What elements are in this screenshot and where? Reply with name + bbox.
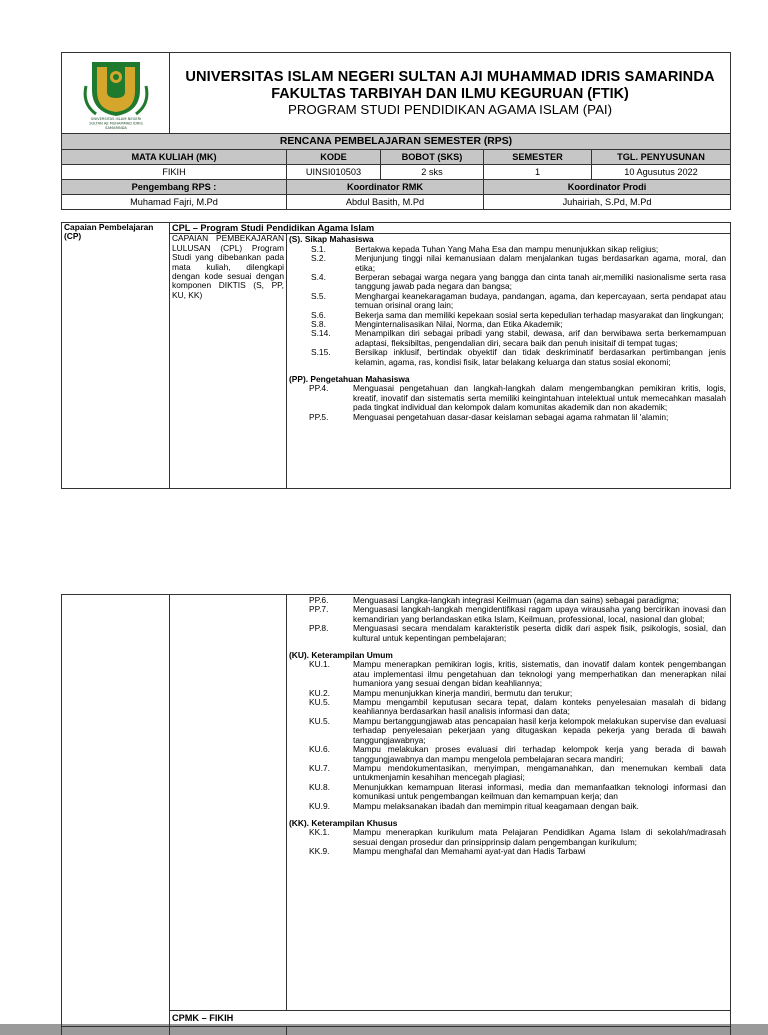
sikap-section-title: (S). Sikap Mahasiswa [289,235,374,245]
list-item: S.6. Bekerja sama dan memiliki kepekaan sosial serta kepedulian terhadap masyarakat dan lingkungan; [311,309,724,320]
list-item: KU.5. Mampu bertanggungjawab atas pencapaian hasil kerja kelompok melakukan supervise dan evaluasi terhadap penyelesaian pekerjaan yang ditugaskan kepada pekerja yang berada di bawah tanggungjawabnya; [309,715,726,745]
cpmk-mid-cell [170,1027,287,1035]
rps-header-table [61,52,731,210]
cp-table-page-1 [61,222,731,489]
rmk-coordinator-header: Koordinator RMK [287,180,484,195]
list-item: KK.9. Mampu menghafal dan Memahami ayat-yat dan Hadis Tarbawi [309,846,586,857]
course-code: UINSI010503 [287,165,381,180]
course-date: 10 Agusutus 2022 [592,165,731,180]
credits-header: BOBOT (SKS) [381,150,484,165]
list-item: S.14. Menampilkan diri sebagai pribadi yang stabil, dewasa, arif dan berwibawa serta berkemampuan adaptasi, fleksibiltas, pengendalian diri, secara baik dan penuh inisitaif di tempat tugas; [311,328,726,348]
list-item: PP.6. Menguasasi Langka-langkah integrasi Keilmuan (agama dan sains) sebagai paradigma; [309,595,679,605]
list-item: S.1. Bertakwa kepada Tuhan Yang Maha Esa dan mampu menunjukkan sikap religius; [311,243,659,254]
cp-label-continued [62,595,170,1027]
umum-section-title: (KU). Keterampilan Umum [289,650,393,661]
document-page-2 [0,512,768,1024]
list-item: S.15. Bersikap inklusif, bertindak obyektif dan tidak deskriminatif berdasarkan pertimbangan jenis kelamin, agama, ras, kondisi fisik, latar belakang keluarga dan status sosial ekonomi; [311,347,726,367]
cpl-description-continued [170,595,287,1011]
pengetahuan-section-title: (PP). Pengetahuan Mahasiswa [289,373,410,384]
university-logo [66,53,166,131]
list-item: S.2. Menjunjung tinggi nilai kemanusiaan dalam menjalankan tugas berdasarkan agama, moral, dan etika; [311,253,726,273]
cpl-list-page-1 [287,234,731,489]
svg-text:UNIVERSITAS ISLAM NEGERI: UNIVERSITAS ISLAM NEGERI [90,117,141,121]
list-item: KU.7. Mampu mendokumentasikan, menyimpan, mengamanahkan, dan menemukan kembali data untukmenjamin kesahihan mencegah plagiasi; [309,762,726,783]
cp-table-page-2 [61,594,731,1035]
list-item: KU.2. Mampu menunjukkan kinerja mandiri, bermutu dan terukur; [309,687,573,698]
cpmk-right-cell [287,1027,731,1035]
faculty-name: FAKULTAS TARBIYAH DAN ILMU KEGURUAN (FTIK) [271,85,629,102]
developer-name: Muhamad Fajri, M.Pd [62,195,287,210]
header-title-cell [170,53,731,134]
course-semester: 1 [484,165,592,180]
program-name: PROGRAM STUDI PENDIDIKAN AGAMA ISLAM (PAI) [287,102,613,118]
list-item: PP.8. Menguasasi secara mendalam karakteristik peserta didik dari aspek fisik, psikologis, sosial, dan kultural untuk kepentingan pembelajaran; [309,623,726,643]
list-item: KU.5. Mampu mengambil keputusan secara tepat, dalam konteks penyelesaian masalah di bidang keahliannya berdasarkan hasil analisis informasi dan data; [309,697,726,717]
course-header: MATA KULIAH (MK) [62,150,287,165]
prodi-coordinator-name: Juhairiah, S.Pd, M.Pd [484,195,731,210]
list-item: PP.7. Menguasasi langkah-langkah mengidentifikasi ragam upaya wirausaha yang bercirikan inovasi dan kemandirian yang berlandaskan etika Islam, Keilmuan, professional, local, nasional dan global; [309,604,726,624]
list-item: KU.8. Menunjukkan kemampuan literasi informasi, media dan memanfaatkan teknologi informasi dan komunikasi untuk pengembangan keilmuan dan kemampuan kerja; dan [309,781,726,802]
svg-text:SAMARINDA: SAMARINDA [104,126,127,130]
list-item: PP.4. Menguasai pengetahuan dan langkah-langkah dalam mengembangkan pemikiran kritis, logis, kreatif, inovatif dan sistematis serta memiliki keingintahuan intelektual untuk memecahkan masalah pada tingkat individual dan kelompok dalam komunitas akademik dan non akademik; [309,383,726,413]
developer-header: Pengembang RPS : [62,180,287,195]
cpmk-title: CPMK – FIKIH [170,1011,731,1027]
rmk-coordinator-name: Abdul Basith, M.Pd [287,195,484,210]
cpmk-left-cell [62,1027,170,1035]
list-item: PP.5. Menguasai pengetahuan dasar-dasar keislaman sebagai agama rahmatan lil 'alamin; [309,411,669,422]
date-header: TGL. PENYUSUNAN [592,150,731,165]
code-header: KODE [287,150,381,165]
semester-header: SEMESTER [484,150,592,165]
list-item: S.5. Menghargai keanekaragaman budaya, pandangan, agama, dan kepercayaan, serta pendapat atau temuan orisinal orang lain; [311,290,726,311]
course-credits: 2 sks [381,165,484,180]
cpl-title: CPL – Program Studi Pendidikan Agama Islam [170,223,731,234]
course-name: FIKIH [62,165,287,180]
khusus-section-title: (KK). Keterampilan Khusus [289,817,398,828]
list-item: KU.9. Mampu melaksanakan ibadah dan memimpin ritual keagamaan dengan baik. [309,800,639,811]
cpl-description: CAPAIAN PEMBEKAJARAN LULUSAN (CPL) Program Studi yang dibebankan pada mata kuliah, dilengkapi dengan kode sesuai dengan komponen DIKTIS (S, PP, KU, KK) [170,234,287,489]
cp-label: Capaian Pembelajaran (CP) [62,223,170,489]
document-title: RENCANA PEMBELAJARAN SEMESTER (RPS) [62,134,731,150]
university-name: UNIVERSITAS ISLAM NEGERI SULTAN AJI MUHAMMAD IDRIS SAMARINDA [185,68,715,85]
logo-cell [62,53,170,134]
list-item: S.8. Menginternalisasikan Nilai, Norma, dan Etika Akademik; [311,318,563,329]
svg-text:SULTAN AJI MUHAMMAD IDRIS: SULTAN AJI MUHAMMAD IDRIS [88,121,143,126]
cpl-list-page-2 [287,595,731,1011]
list-item: KK.1. Mampu menerapkan kurikulum mata Pelajaran Pendidikan Agama Islam di sekolah/madrasah sesuai dengan prosedur dan prinsipprinsip dalam pengembangan kurikulum; [309,827,726,847]
list-item: KU.6. Mampu melakukan proses evaluasi diri terhadap kelompok kerja yang berada di bawah tanggungjawabnya dan mampu mengelola pembelajaran secara mandiri; [309,744,726,764]
list-item: S.4. Berperan sebagai warga negara yang bangga dan cinta tanah air,memiliki nasionalisme serta rasa tanggung jawab pada negara dan bangsa; [311,271,726,292]
prodi-coordinator-header: Koordinator Prodi [484,180,731,195]
document-page-1 [0,0,768,512]
list-item: KU.1. Mampu menerapkan pemikiran logis, kritis, sistematis, dan inovatif dalam kontek pengembangan atau implementasi ilmu pengetahuan dan teknologi yang memperhatikan dan menerapkan nilai humaniora yang sesuai dengan bidan keahliannya; [309,659,726,689]
